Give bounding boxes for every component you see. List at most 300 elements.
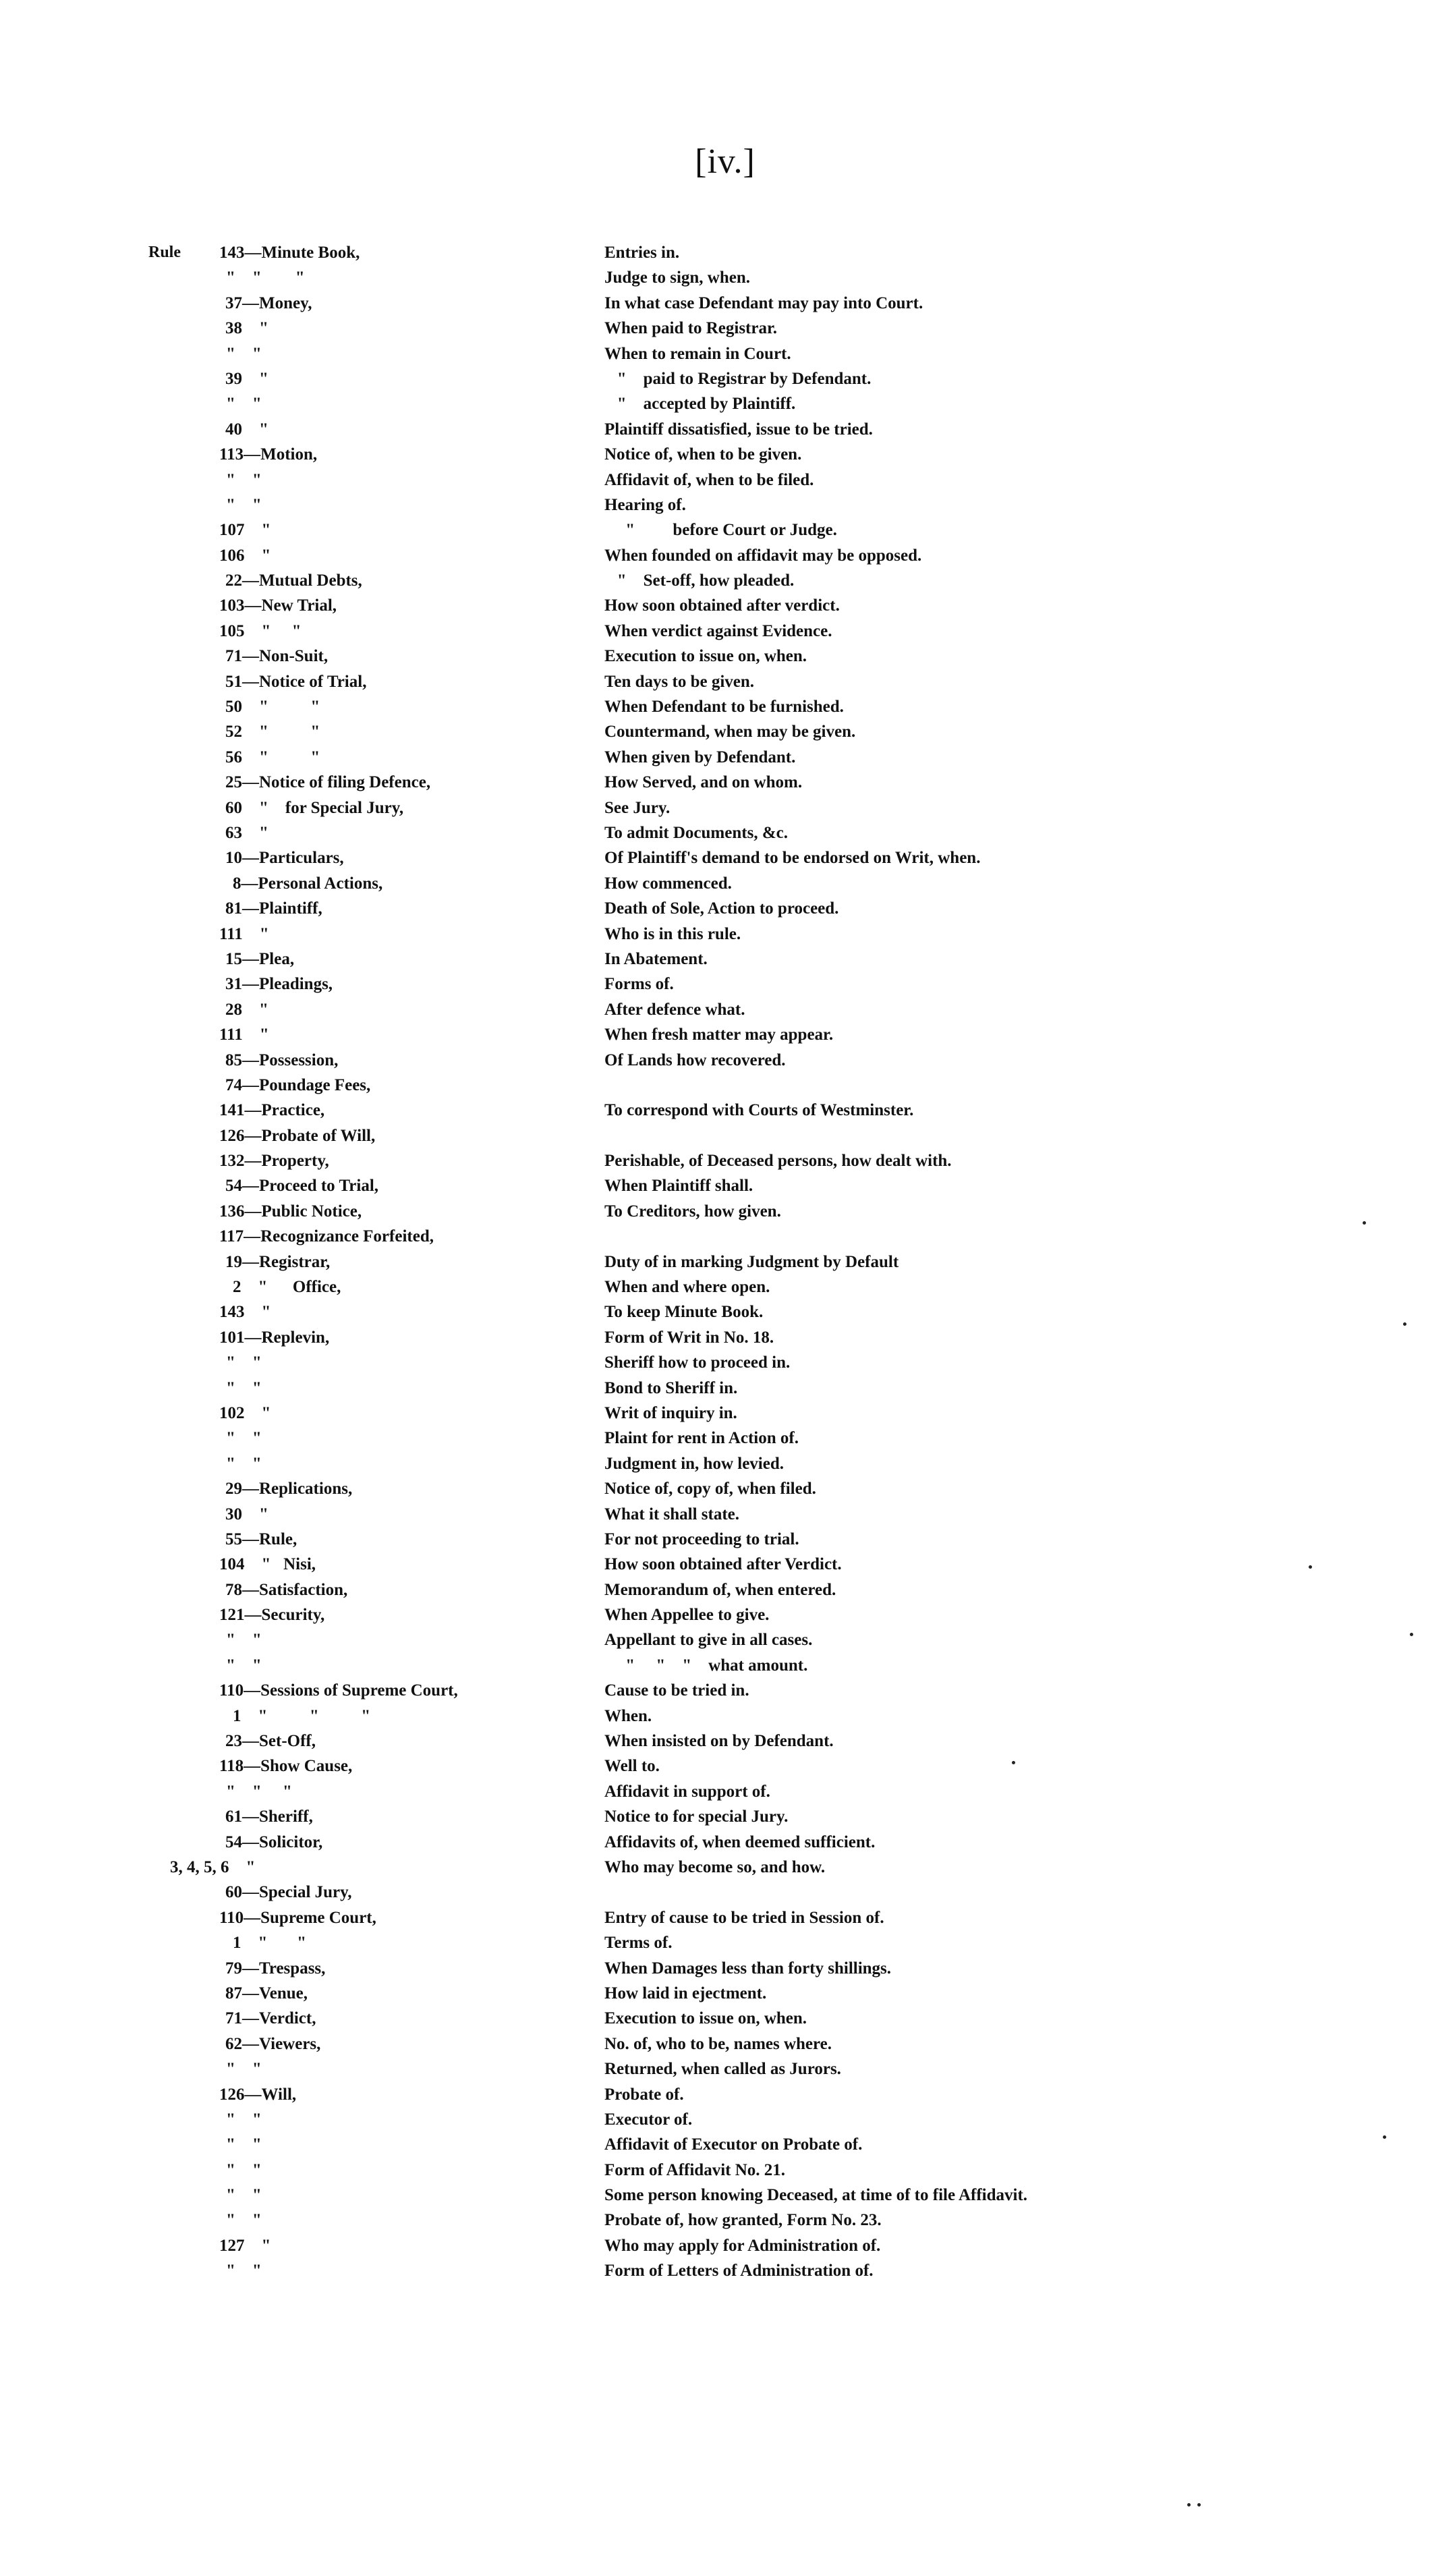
index-row bbox=[0, 1855, 1453, 1880]
index-row bbox=[0, 1199, 1453, 1224]
rule-number: 23 bbox=[225, 1732, 242, 1751]
rule-number: 79 bbox=[225, 1959, 242, 1978]
rule-subject: " " bbox=[235, 1782, 292, 1801]
index-row bbox=[0, 871, 1453, 896]
rule-number: 110 bbox=[219, 1908, 244, 1927]
rule-subject: —Plaintiff, bbox=[242, 899, 322, 918]
rule-number: 111 bbox=[219, 1026, 243, 1044]
rule-subject: " bbox=[235, 2262, 262, 2280]
rule-entry bbox=[225, 972, 333, 997]
rule-description: Well to. bbox=[604, 1757, 660, 1776]
rule-number: 29 bbox=[225, 1480, 242, 1499]
rule-entry bbox=[219, 2082, 296, 2107]
rule-number: 102 bbox=[219, 1403, 245, 1422]
rule-entry bbox=[225, 1577, 347, 1602]
rule-subject: —Replications, bbox=[242, 1480, 353, 1499]
rule-subject: —Practice, bbox=[244, 1101, 325, 1120]
index-row bbox=[0, 1148, 1453, 1173]
rule-number: 104 bbox=[219, 1555, 245, 1574]
rule-number: 37 bbox=[225, 293, 242, 312]
index-row bbox=[0, 593, 1453, 618]
index-row bbox=[0, 745, 1453, 770]
rule-subject: " bbox=[244, 521, 271, 540]
rule-number: 61 bbox=[225, 1808, 242, 1826]
rule-number: 40 bbox=[225, 420, 242, 439]
rule-entry bbox=[225, 719, 320, 744]
print-speck bbox=[1403, 1322, 1406, 1326]
rule-number: 87 bbox=[225, 1984, 242, 2003]
index-row bbox=[0, 1754, 1453, 1779]
rule-subject: " " bbox=[241, 1934, 307, 1953]
rule-entry bbox=[219, 1148, 329, 1173]
rule-subject: —Non-Suit, bbox=[242, 647, 329, 666]
rule-description: Affidavit of, when to be filed. bbox=[604, 470, 814, 489]
rule-description: What it shall state. bbox=[604, 1505, 739, 1523]
rule-entry bbox=[219, 1199, 362, 1224]
rule-subject: " bbox=[235, 2186, 262, 2205]
index-row bbox=[0, 1653, 1453, 1678]
rule-subject: —Particulars, bbox=[242, 849, 344, 868]
rule-subject: —Sheriff, bbox=[242, 1808, 313, 1826]
rule-description: When to remain in Court. bbox=[604, 344, 791, 363]
rule-description: How laid in ejectment. bbox=[604, 1984, 767, 2003]
rule-number: 39 bbox=[225, 369, 242, 388]
rule-subject: —Notice of filing Defence, bbox=[242, 773, 431, 792]
index-row bbox=[0, 1173, 1453, 1198]
rule-description: Affidavit in support of. bbox=[604, 1782, 770, 1801]
rule-description: Of Lands how recovered. bbox=[604, 1051, 786, 1069]
rule-description: Executor of. bbox=[604, 2110, 693, 2129]
rule-number: " bbox=[226, 1429, 235, 1448]
rule-entry bbox=[219, 1224, 434, 1249]
index-row bbox=[0, 1502, 1453, 1527]
rule-subject: —Public Notice, bbox=[244, 1202, 362, 1221]
rule-description: " paid to Registrar by Defendant. bbox=[604, 369, 872, 388]
rule-subject: —Plea, bbox=[242, 949, 295, 968]
rule-subject: " bbox=[242, 823, 268, 842]
rule-entry bbox=[219, 517, 270, 542]
rule-entry bbox=[226, 341, 262, 366]
rule-subject: —Proceed to Trial, bbox=[242, 1177, 379, 1196]
rule-entry bbox=[225, 1729, 316, 1754]
rule-subject: " " bbox=[242, 748, 320, 766]
rule-description: Judge to sign, when. bbox=[604, 269, 751, 287]
rule-entry bbox=[225, 1476, 352, 1501]
rule-description: When insisted on by Defendant. bbox=[604, 1732, 834, 1751]
rule-subject: " " " bbox=[241, 1706, 371, 1725]
rule-subject: " bbox=[244, 546, 271, 565]
rule-entry bbox=[225, 947, 294, 972]
rule-subject: " bbox=[235, 1378, 262, 1397]
rule-entry bbox=[225, 1830, 322, 1855]
rule-subject: —Personal Actions, bbox=[241, 874, 383, 893]
rule-subject: " bbox=[235, 344, 262, 363]
rule-subject: —Mutual Debts, bbox=[242, 571, 362, 590]
rule-subject: " " bbox=[242, 723, 320, 741]
rule-description: Some person knowing Deceased, at time of to file Affidavit. bbox=[604, 2186, 1028, 2205]
rule-description: " " " what amount. bbox=[604, 1656, 808, 1675]
rule-description: Form of Writ in No. 18. bbox=[604, 1328, 774, 1347]
rule-description: Entry of cause to be tried in Session of. bbox=[604, 1908, 884, 1927]
rule-description: Who may apply for Administration of. bbox=[604, 2236, 881, 2255]
rule-number: 107 bbox=[219, 521, 245, 540]
rule-entry bbox=[226, 493, 262, 517]
rule-subject: " bbox=[244, 2236, 271, 2255]
rule-number: 81 bbox=[225, 899, 242, 918]
rule-number: 71 bbox=[225, 647, 242, 666]
rule-number: 63 bbox=[225, 823, 242, 842]
index-row bbox=[0, 1930, 1453, 1955]
rule-number: 10 bbox=[225, 849, 242, 868]
rule-entry bbox=[219, 442, 317, 467]
rule-description: Judgment in, how levied. bbox=[604, 1454, 785, 1473]
index-row bbox=[0, 1552, 1453, 1577]
rule-description: Memorandum of, when entered. bbox=[604, 1580, 836, 1599]
rule-description: When Defendant to be furnished. bbox=[604, 698, 844, 717]
rule-subject: —Will, bbox=[244, 2085, 297, 2104]
rule-entry bbox=[226, 1376, 262, 1401]
rule-entry bbox=[225, 568, 362, 593]
rule-entry bbox=[225, 1250, 330, 1275]
rule-entry bbox=[219, 1123, 375, 1148]
rule-subject: " bbox=[235, 1631, 262, 1650]
rule-number: " bbox=[226, 2060, 235, 2079]
index-row bbox=[0, 1250, 1453, 1275]
rule-entry bbox=[225, 2032, 320, 2056]
index-row bbox=[0, 1729, 1453, 1754]
rule-description: Perishable, of Deceased persons, how dealt with. bbox=[604, 1152, 952, 1171]
rule-subject: " bbox=[242, 1000, 268, 1019]
print-speck bbox=[1197, 2503, 1201, 2507]
rule-number: " bbox=[226, 269, 235, 287]
rule-subject: " bbox=[235, 1454, 262, 1473]
rule-entry bbox=[225, 795, 403, 820]
rule-number: " bbox=[226, 344, 235, 363]
rule-number: " bbox=[226, 2135, 235, 2154]
index-row bbox=[0, 1779, 1453, 1804]
index-row bbox=[0, 1073, 1453, 1098]
rule-entry bbox=[219, 1552, 316, 1577]
index-row bbox=[0, 619, 1453, 644]
rule-number: 78 bbox=[225, 1580, 242, 1599]
rule-description: When Plaintiff shall. bbox=[604, 1177, 753, 1196]
print-speck bbox=[1309, 1565, 1312, 1569]
rule-number: 126 bbox=[219, 1126, 245, 1145]
rule-subject: " bbox=[242, 420, 268, 439]
rule-entry bbox=[225, 669, 366, 694]
rule-subject: —Replevin, bbox=[244, 1328, 330, 1347]
rule-number: 74 bbox=[225, 1075, 242, 1094]
rule-subject: " bbox=[235, 2060, 262, 2079]
rule-description: Writ of inquiry in. bbox=[604, 1403, 737, 1422]
index-row bbox=[0, 366, 1453, 391]
rule-subject: —Money, bbox=[242, 293, 312, 312]
rule-number: 54 bbox=[225, 1832, 242, 1851]
rule-description: How soon obtained after verdict. bbox=[604, 596, 840, 615]
rule-number: " bbox=[226, 2262, 235, 2280]
rule-description: Execution to issue on, when. bbox=[604, 2009, 807, 2028]
index-row bbox=[0, 1401, 1453, 1426]
index-row bbox=[0, 1426, 1453, 1451]
rule-entry bbox=[233, 1930, 306, 1955]
rule-number: 111 bbox=[219, 924, 243, 943]
rule-entry bbox=[225, 291, 312, 316]
rule-subject: " bbox=[235, 1353, 262, 1372]
index-row bbox=[0, 1981, 1453, 2006]
rule-number: " bbox=[226, 2186, 235, 2205]
rule-description: To admit Documents, &c. bbox=[604, 823, 788, 842]
print-speck bbox=[1012, 1761, 1015, 1764]
rule-entry bbox=[225, 1073, 370, 1098]
index-row bbox=[0, 1602, 1453, 1627]
rule-entry bbox=[219, 922, 269, 947]
rule-description: In Abatement. bbox=[604, 949, 708, 968]
rule-entry bbox=[225, 417, 268, 442]
index-row bbox=[0, 947, 1453, 972]
rule-description: Who is in this rule. bbox=[604, 924, 741, 943]
rule-entry bbox=[233, 1704, 370, 1729]
rule-number: " bbox=[226, 1378, 235, 1397]
rule-number: 15 bbox=[225, 949, 242, 968]
rule-number: 3, 4, 5, 6 bbox=[170, 1858, 229, 1876]
index-row bbox=[0, 341, 1453, 366]
rule-subject: —Trespass, bbox=[242, 1959, 326, 1978]
rule-entry bbox=[225, 1880, 352, 1905]
index-row bbox=[0, 2132, 1453, 2157]
rule-entry bbox=[226, 2107, 262, 2132]
rule-subject: —Set-Off, bbox=[242, 1732, 316, 1751]
index-row bbox=[0, 1905, 1453, 1930]
index-row bbox=[0, 845, 1453, 870]
rule-number: 101 bbox=[219, 1328, 245, 1347]
rule-subject: —Supreme Court, bbox=[244, 1908, 376, 1927]
rule-entry bbox=[225, 644, 328, 669]
rule-subject: " " bbox=[242, 698, 320, 717]
rule-entry bbox=[225, 845, 344, 870]
rule-number: " bbox=[226, 1454, 235, 1473]
rule-number: " bbox=[226, 1353, 235, 1372]
rule-subject: " " bbox=[235, 269, 305, 287]
rule-subject: " bbox=[242, 319, 268, 338]
rule-subject: " bbox=[244, 1303, 271, 1322]
rule-description: Bond to Sheriff in. bbox=[604, 1378, 738, 1397]
rule-entry bbox=[225, 1804, 313, 1829]
rule-entry bbox=[225, 1956, 325, 1981]
rule-entry bbox=[226, 1451, 262, 1476]
rule-description: To keep Minute Book. bbox=[604, 1303, 764, 1322]
rule-entry bbox=[233, 1275, 341, 1299]
index-row bbox=[0, 2258, 1453, 2283]
index-row bbox=[0, 517, 1453, 542]
rule-number: 25 bbox=[225, 773, 242, 792]
rule-subject: —Satisfaction, bbox=[242, 1580, 348, 1599]
rule-entry bbox=[225, 1527, 297, 1552]
rule-subject: —Notice of Trial, bbox=[242, 672, 367, 691]
rule-number: 136 bbox=[219, 1202, 245, 1221]
rule-entry bbox=[226, 2056, 262, 2081]
rule-entry bbox=[225, 694, 320, 719]
index-row bbox=[0, 669, 1453, 694]
index-row bbox=[0, 1299, 1453, 1324]
rule-number: 62 bbox=[225, 2034, 242, 2053]
rule-entry bbox=[225, 820, 268, 845]
index-row bbox=[0, 719, 1453, 744]
rule-subject: —Verdict, bbox=[242, 2009, 316, 2028]
rule-entry bbox=[225, 1173, 378, 1198]
rule-description: Execution to issue on, when. bbox=[604, 647, 807, 666]
rule-number: 143 bbox=[219, 244, 245, 262]
rule-description: Cause to be tried in. bbox=[604, 1681, 749, 1700]
rule-entry bbox=[225, 1048, 338, 1073]
rule-subject: —Pleadings, bbox=[242, 975, 333, 994]
index-row bbox=[0, 1376, 1453, 1401]
index-row bbox=[0, 291, 1453, 316]
rule-description: Ten days to be given. bbox=[604, 672, 755, 691]
rule-number: " bbox=[226, 395, 235, 414]
rule-entry bbox=[170, 1855, 255, 1880]
index-row bbox=[0, 1451, 1453, 1476]
rule-entry bbox=[226, 2183, 262, 2208]
rule-subject: " " bbox=[244, 621, 302, 640]
rule-subject: " bbox=[242, 1505, 268, 1523]
index-row bbox=[0, 1830, 1453, 1855]
rule-description: Of Plaintiff's demand to be endorsed on Writ, when. bbox=[604, 849, 981, 868]
rule-subject: " bbox=[235, 470, 262, 489]
index-row bbox=[0, 820, 1453, 845]
rule-subject: —Recognizance Forfeited, bbox=[244, 1227, 434, 1246]
rule-number: 38 bbox=[225, 319, 242, 338]
index-row bbox=[0, 972, 1453, 997]
rule-number: 56 bbox=[225, 748, 242, 766]
index-row bbox=[0, 1678, 1453, 1703]
rule-number: 85 bbox=[225, 1051, 242, 1069]
index-row bbox=[0, 795, 1453, 820]
rule-subject: " bbox=[235, 2160, 262, 2179]
rule-description: Death of Sole, Action to proceed. bbox=[604, 899, 839, 918]
index-row bbox=[0, 896, 1453, 921]
index-row bbox=[0, 1704, 1453, 1729]
rule-description: Probate of. bbox=[604, 2085, 684, 2104]
rule-number: 110 bbox=[219, 1681, 244, 1700]
rule-number: 2 bbox=[233, 1278, 241, 1297]
rule-description: When given by Defendant. bbox=[604, 748, 796, 766]
rule-description: Notice to for special Jury. bbox=[604, 1808, 789, 1826]
rule-subject: —Property, bbox=[244, 1152, 329, 1171]
rule-description: Hearing of. bbox=[604, 495, 686, 514]
rule-description: Returned, when called as Jurors. bbox=[604, 2060, 841, 2079]
rule-entry bbox=[226, 1627, 262, 1652]
rule-subject: " bbox=[235, 1429, 262, 1448]
rule-subject: —New Trial, bbox=[244, 596, 337, 615]
rule-number: 117 bbox=[219, 1227, 244, 1246]
rule-entry bbox=[226, 1350, 262, 1375]
index-row bbox=[0, 1577, 1453, 1602]
rule-number: 28 bbox=[225, 1000, 242, 1019]
rule-number: 113 bbox=[219, 445, 244, 464]
rule-entry bbox=[219, 619, 302, 644]
rule-description: " accepted by Plaintiff. bbox=[604, 395, 796, 414]
rule-entry bbox=[219, 2233, 270, 2258]
rule-description: Probate of, how granted, Form No. 23. bbox=[604, 2211, 882, 2230]
index-row bbox=[0, 240, 1453, 265]
rule-description: Notice of, copy of, when filed. bbox=[604, 1480, 816, 1499]
rule-entry bbox=[219, 1098, 324, 1123]
rule-number: 55 bbox=[225, 1530, 242, 1548]
rule-subject: " bbox=[242, 1026, 269, 1044]
rule-subject: " bbox=[235, 395, 262, 414]
index-row bbox=[0, 997, 1453, 1022]
index-row bbox=[0, 1476, 1453, 1501]
rule-entry bbox=[219, 1299, 270, 1324]
rule-description: When Damages less than forty shillings. bbox=[604, 1959, 892, 1978]
rule-subject: " bbox=[235, 2135, 262, 2154]
print-speck bbox=[1383, 2135, 1386, 2139]
index-row bbox=[0, 1804, 1453, 1829]
rule-entry bbox=[219, 593, 337, 618]
rule-number: 71 bbox=[225, 2009, 242, 2028]
index-row bbox=[0, 694, 1453, 719]
rule-number: " bbox=[226, 495, 235, 514]
index-row bbox=[0, 644, 1453, 669]
rule-subject: —Security, bbox=[244, 1606, 325, 1625]
rule-description: Form of Affidavit No. 21. bbox=[604, 2160, 786, 2179]
rule-entry bbox=[226, 1779, 292, 1804]
rule-description: When. bbox=[604, 1706, 652, 1725]
rule-number: 51 bbox=[225, 672, 242, 691]
rule-subject: —Venue, bbox=[242, 1984, 308, 2003]
rule-subject: " bbox=[229, 1858, 256, 1876]
rule-subject: —Possession, bbox=[242, 1051, 339, 1069]
rule-subject: —Minute Book, bbox=[244, 244, 360, 262]
rule-subject: " for Special Jury, bbox=[242, 798, 404, 817]
rule-description: When verdict against Evidence. bbox=[604, 621, 832, 640]
rule-number: 127 bbox=[219, 2236, 245, 2255]
index-row bbox=[0, 493, 1453, 517]
rule-entry bbox=[226, 1653, 262, 1678]
rule-number: " bbox=[226, 2211, 235, 2230]
rule-subject: —Poundage Fees, bbox=[242, 1075, 371, 1094]
rule-number: 132 bbox=[219, 1152, 245, 1171]
rule-number: 143 bbox=[219, 1303, 245, 1322]
rule-description: Affidavits of, when deemed sufficient. bbox=[604, 1832, 876, 1851]
index-row bbox=[0, 417, 1453, 442]
rule-description: When paid to Registrar. bbox=[604, 319, 778, 338]
index-row bbox=[0, 2183, 1453, 2208]
page-number: [iv.] bbox=[695, 142, 756, 181]
rule-description: Entries in. bbox=[604, 244, 680, 262]
rule-subject: —Viewers, bbox=[242, 2034, 321, 2053]
index-row bbox=[0, 1098, 1453, 1123]
rule-number: 19 bbox=[225, 1252, 242, 1271]
rule-subject: " bbox=[242, 369, 268, 388]
rule-description: Affidavit of Executor on Probate of. bbox=[604, 2135, 863, 2154]
index-row bbox=[0, 2006, 1453, 2031]
rule-entry bbox=[219, 1905, 376, 1930]
rule-description: When fresh matter may appear. bbox=[604, 1026, 834, 1044]
rule-entry bbox=[225, 366, 268, 391]
rule-description: How Served, and on whom. bbox=[604, 773, 803, 792]
index-row bbox=[0, 391, 1453, 416]
rule-entry bbox=[225, 896, 322, 921]
rule-number: 106 bbox=[219, 546, 245, 565]
rule-subject: " Nisi, bbox=[244, 1555, 316, 1574]
index-row bbox=[0, 1956, 1453, 1981]
rule-entry bbox=[219, 240, 360, 265]
rule-number: 22 bbox=[225, 571, 242, 590]
rule-description: Forms of. bbox=[604, 975, 674, 994]
index-row bbox=[0, 1275, 1453, 1299]
rule-description: Who may become so, and how. bbox=[604, 1858, 826, 1876]
